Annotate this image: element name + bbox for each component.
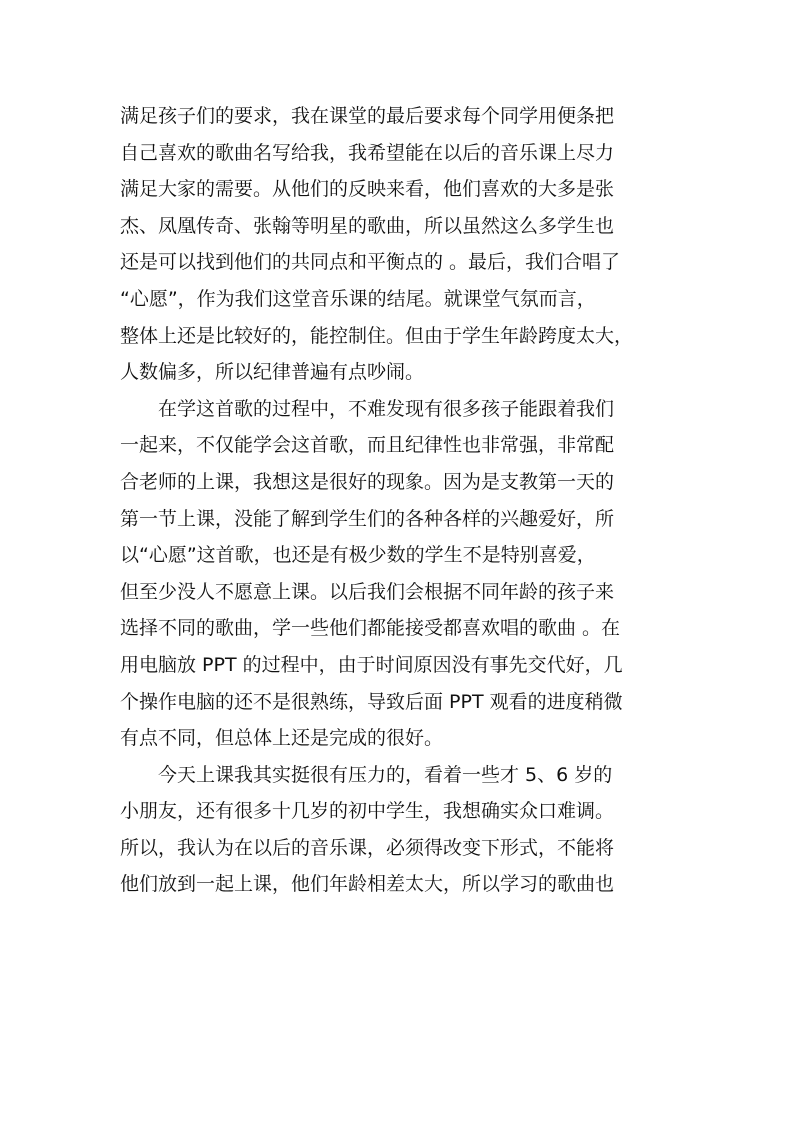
text-line: 有点不同，但总体上还是完成的很好。 [120,727,444,750]
text-line: 合老师的上课，我想这是很好的现象。因为是支教第一天的 [120,470,615,493]
text-line: 整体上还是比较好的，能控制住。但由于学生年龄跨度太大， [120,324,634,347]
text-line: 满足孩子们的要求，我在课堂的最后要求每个同学用便条把 [120,105,615,127]
text-line: 人数偏多，所以纪律普遍有点吵闹。 [120,361,425,384]
text-line: 杰、凤凰传奇、张翰等明星的歌曲，所以虽然这么多学生也 [120,214,615,237]
text-line: 第一节上课，没能了解到学生们的各种各样的兴趣爱好，所 [120,507,615,530]
text-line: 他们放到一起上课，他们年龄相差太大，所以学习的歌曲也 [120,873,615,896]
text-line: 小朋友，还有很多十几岁的初中学生，我想确实众口难调。 [120,800,615,823]
text-line: 个操作电脑的还不是很熟练，导致后面 PPT 观看的进度稍微 [120,690,623,713]
text-line: 还是可以找到他们的共同点和平衡点的 。最后，我们合唱了 [120,251,621,274]
document-body [120,98,680,903]
text-line: 所以，我认为在以后的音乐课，必须得改变下形式，不能将 [120,836,615,859]
text-line: 以“心愿”这首歌，也还是有极少数的学生不是特别喜爱， [120,544,596,567]
text-line: 在学这首歌的过程中，不难发现有很多孩子能跟着我们 [158,397,615,420]
text-line: 今天上课我其实挺很有压力的，看着一些才 5、6 岁的 [158,763,613,786]
text-line: “心愿”，作为我们这堂音乐课的结尾。就课堂气氛而言， [120,287,596,310]
text-line: 但至少没人不愿意上课。以后我们会根据不同年龄的孩子来 [120,580,615,603]
text-line: 自己喜欢的歌曲名写给我，我希望能在以后的音乐课上尽力 [120,141,615,164]
text-line: 用电脑放 PPT 的过程中，由于时间原因没有事先交代好，几 [120,653,623,676]
text-line: 选择不同的歌曲，学一些他们都能接受都喜欢唱的歌曲 。在 [120,617,621,640]
text-line: 一起来，不仅能学会这首歌，而且纪律性也非常强，非常配 [120,434,615,457]
text-line: 满足大家的需要。从他们的反映来看，他们喜欢的大多是张 [120,178,615,201]
